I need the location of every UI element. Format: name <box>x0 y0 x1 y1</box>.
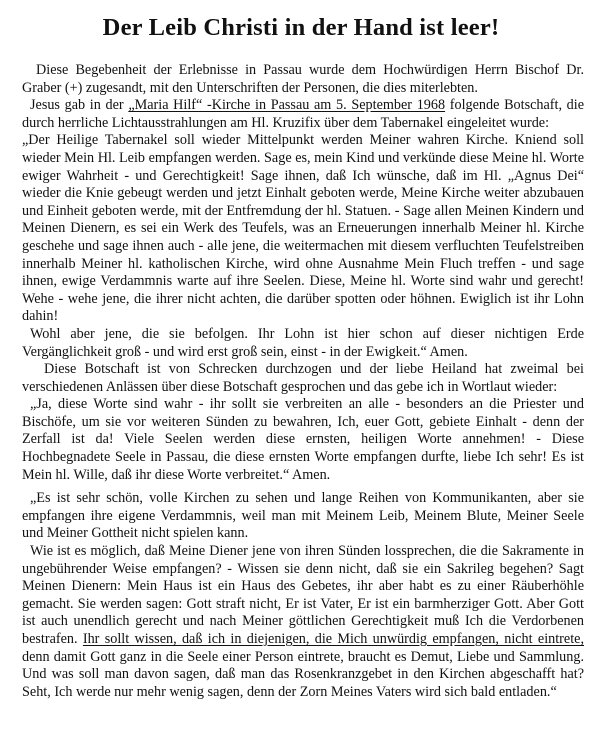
text-segment: Wie ist es möglich, daß Meine Diener jene von ihren Sünden lossprechen, die die Sakramente in ungebührender Weise empfangen? - Wissen sie denn nicht, daß sie ein Sakrileg begehen? Sagt Meinen Dienern: Mein Haus ist ein Haus des Gebetes, ihr aber habt es zu einer Räuberhöhle gemacht. Sie werden sagen: Gott straft nicht, Er ist Vater, Er ist ein barmherziger Gott. Aber Gott ist auch unendlich gerecht und nach Meiner göttlichen Gerechtigkeit muß Ich die Verdorbenen bestrafen. <box>22 543 584 647</box>
underlined-location-date: „Maria Hilf“ -Kirche in Passau am 5. September 1968 <box>128 97 446 114</box>
document-title: Der Leib Christi in der Hand ist leer! <box>102 14 500 41</box>
text-segment: folgende Botschaft, die durch herrliche Lichtausstrahlungen am Hl. Kruzifix über dem Tabernakel eingeleitet wurde: <box>22 97 585 131</box>
paragraph-commentary: Diese Botschaft ist von Schrecken durchzogen und der liebe Heiland hat zweimal bei verschiedenen Anlässen über diese Botschaft gesprochen und das gebe ich in Wortlaut wieder: <box>22 361 584 395</box>
text-segment: Jesus gab in der <box>30 97 129 114</box>
underlined-statement: Ihr sollt wissen, daß ich in diejenigen, die Mich unwürdig empfangen, nicht eintrete, <box>82 631 584 647</box>
paragraph-message-date <box>22 97 584 132</box>
paragraph-message-4: „Es ist sehr schön, volle Kirchen zu sehen und lange Reihen von Kommunikanten, aber sie empfangen ihre eigene Verdammnis, weil man mit Meinem Leib, Meinem Blute, Meiner Seele und Meiner Gottheit nicht spielen kann. <box>22 490 584 542</box>
text-segment: denn damit Gott ganz in die Seele einer Person eintrete, braucht es Demut, Liebe und Sammlung. Und was soll man davon sagen, daß man das Rosenkranzgebet in den Kirchen abgeschafft hat? Seht, Ich werde nur mehr wenig sagen, denn der Zorn Meines Vaters wird sich bald entladen.“ <box>22 648 584 700</box>
paragraph-message-3: „Ja, diese Worte sind wahr - ihr sollt sie verbreiten an alle - besonders an die Priester und Bischöfe, um sie vor weiteren Sünden zu bewahren, Ich, euer Gott, gebiete Einhalt - denn der Zerfall ist da! Viele Seelen werden diese ernsten, heiligen Worte annehmen! - Diese Hochbegnadete Seele in Passau, die diese ernsten Worte empfangen durfte, liebe Ich sehr! Es ist Mein hl. Wille, daß ihr diese Worte verbreitet.“ Amen. <box>22 396 584 483</box>
paragraph-message-1: „Der Heilige Tabernakel soll wieder Mittelpunkt werden Meiner wahren Kirche. Kniend soll wieder Mein Hl. Leib empfangen werden. Sage es, mein Kind und verkünde diese Meine hl. Worte ewiger Wahrheit - und Gerechtigkeit! Sage ihnen, daß Ich wünsche, daß im Hl. „Agnus Dei“ wieder die Knie gebeugt werden und jetzt Einhalt geboten werde, Meine Kirche weiter abzubauen und Einheit geboten werde, mit der Entfremdung der hl. Statuen. - Sage allen Meinen Kindern und Meinen Dienern, es sei ein Werk des Teufels, was an Erneuerungen innerhalb Meiner hl. Kirche geschehe und sage ihnen auch - alle jene, die weitermachen mit diesem verfluchten Teufelstreiben innerhalb Meiner hl. katholischen Kirche, wird ohne Ausnahme Mein Fluch treffen - und sage ihnen, ewige Verdammnis warte auf ihre Seelen. Diese, Meine hl. Worte sind wahr und gerecht! Wehe - wehe jene, die ihrer nicht achten, die darüber spotten oder höhnen. Ewiglich ist ihr Lohn dahin! <box>22 132 584 325</box>
document-body <box>22 62 584 701</box>
paragraph-message-5 <box>22 543 584 701</box>
paragraph-intro: Diese Begebenheit der Erlebnisse in Passau wurde dem Hochwürdigen Herrn Bischof Dr. Graber (+) zugesandt, mit den Unterschriften der Personen, die dies miterlebten. <box>22 62 584 96</box>
paragraph-message-2: Wohl aber jene, die sie befolgen. Ihr Lohn ist hier schon auf dieser nichtigen Erde Vergänglichkeit groß - und wird erst groß sein, einst - in der Ewigkeit.“ Amen. <box>22 325 584 360</box>
